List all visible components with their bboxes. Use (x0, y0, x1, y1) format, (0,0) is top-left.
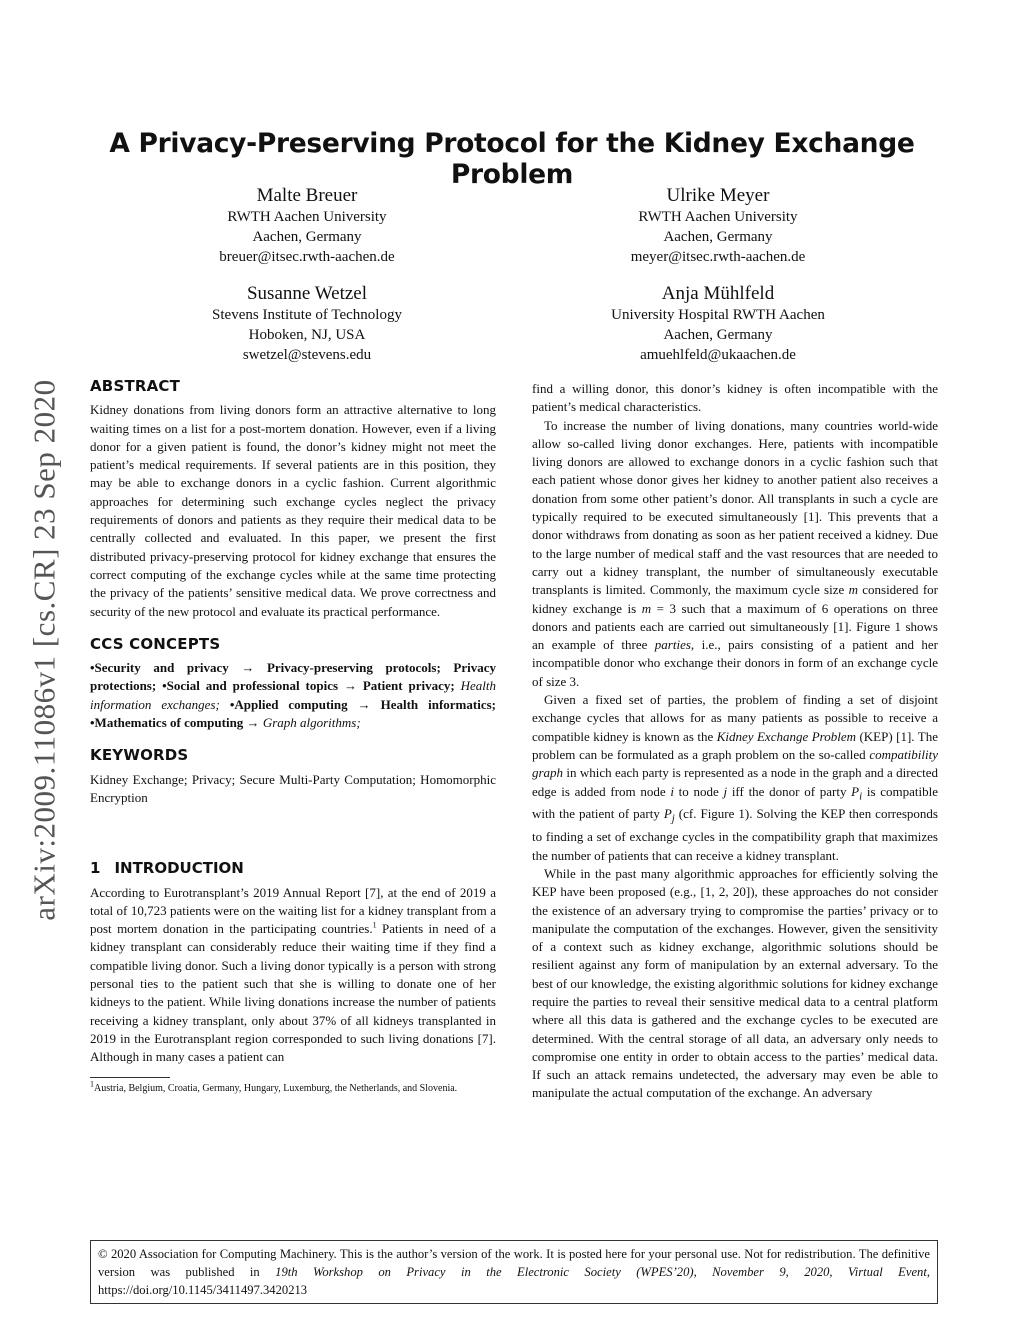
author-name: Malte Breuer (256, 185, 358, 206)
paper-title: A Privacy-Preserving Protocol for the Kidney Exchange Problem (109, 128, 915, 190)
author-location: Aachen, Germany (252, 229, 362, 245)
introduction-paragraph: According to Eurotransplant’s 2019 Annual Report [7], at the end of 2019 a total of 10,723 patients were on the waiting list for a kidney transplant from a post mortem donation in the participating countries.$^1$ Patients in need of a kidney transplant can considerably reduce their waiting time if they find a compatible living donor. Such a living donor typically is a person with strong personal ties to the patient such that she is willing to donate one of her kidneys to the patient. While living donations increase the number of patients receiving a kidney transplant, only about 37% of all kidneys transplanted in 2019 in the Eurotransplant region corresponded to such living donations [7]. Although in many cases a patient can (90, 884, 496, 1065)
section-number: 1 (90, 859, 101, 878)
author-block (553, 185, 883, 267)
section-title: INTRODUCTION (114, 859, 244, 878)
author-affiliation: RWTH Aachen University (638, 209, 798, 225)
abstract-text: Kidney donations from living donors form an attractive alternative to long waiting times on a list for a post-mortem donation. However, even if a living donor for a given patient is found, the donor’s kidney might not meet the patient’s medical requirements. If several patients are in this position, they may be able to exchange donors in a cyclic fashion. Current algorithmic approaches for determining such exchange cycles neglect the privacy requirements of donors and patients as they require their medical data to be centrally collected and evaluated. In this paper, we present the first distributed privacy-preserving protocol for kidney exchange that ensures the correct computing of the exchange cycles while at the same time protecting the privacy of the patients’ sensitive medical data. We prove correctness and security of the new protocol and evaluate its practical performance. (90, 402, 496, 619)
author-location: Aachen, Germany (663, 327, 773, 343)
author-email: breuer@itsec.rwth-aachen.de (219, 249, 395, 265)
author-name: Anja Mühlfeld (661, 283, 775, 304)
venue: 19th Workshop on Privacy in the Electronic Society (WPES’20), November 9, 2020, Virtual Event (275, 1265, 927, 1279)
abstract-heading: ABSTRACT (90, 377, 181, 395)
author-location: Hoboken, NJ, USA (248, 327, 366, 343)
keywords-text: Kidney Exchange; Privacy; Secure Multi-Party Computation; Homomorphic Encryption (90, 771, 496, 805)
doi-link[interactable]: , https://doi.org/10.1145/3411497.3420213 (98, 1265, 930, 1297)
author-affiliation: Stevens Institute of Technology (212, 307, 402, 323)
ccs-heading: CCS CONCEPTS (90, 634, 221, 653)
author-email: amuehlfeld@ukaachen.de (640, 347, 796, 363)
author-block (142, 283, 472, 365)
left-column (90, 377, 496, 1096)
author-email: meyer@itsec.rwth-aachen.de (630, 249, 806, 265)
author-name: Ulrike Meyer (666, 185, 770, 206)
footnote: $^1$Austria, Belgium, Croatia, Germany, Hungary, Luxemburg, the Netherlands, and Slovenia. (90, 1079, 458, 1094)
paragraph: While in the past many algorithmic approaches for efficiently solving the KEP have been proposed (e.g., [1, 2, 20]), these approaches do not consider the existence of an adversary trying to compromise the parties’ privacy or to manipulate the computation of the exchanges. However, given the sensitivity of a context such as kidney exchange, algorithmic solutions should be resilient against any form of manipulation by an external adversary. To the best of our knowledge, the existing algorithmic solutions for kidney exchange require the parties to reveal their sensitive medical data to a central platform where all this data is gathered and the exchange cycles to be executed are determined. With the central storage of all data, an adversary only needs to compromise one entity in order to obtain access to the parties’ medical data. If such an attack remains undetected, the adversary may even be able to manipulate the actual computation of the exchange. An adversary (532, 865, 938, 1101)
paragraph: Given a fixed set of parties, the problem of finding a set of disjoint exchange cycles that allows for as many patients as possible to receive a compatible kidney is known as the Kidney Exchange Problem (KEP) [1]. The problem can be formulated as a graph problem on the so-called compatibility graph in which each party is represented as a node in the graph and a directed edge is added from node i to node j iff the donor of party $P_i$ is compatible with the patient of party $P_j$ (cf. Figure 1). Solving the KEP then corresponds to finding a set of exchange cycles in the compatibility graph that maximizes the number of patients that can receive a kidney transplant. (532, 692, 938, 863)
author-email: swetzel@stevens.edu (242, 347, 372, 363)
right-column (532, 380, 938, 1103)
author-affiliation: RWTH Aachen University (227, 209, 387, 225)
ccs-concepts: •Security and privacy → Privacy-preserving protocols; Privacy protections; •Social and professional topics → Patient privacy; Health information exchanges; •Applied computing → Health informatics; •Mathematics of computing → Graph algorithms; (90, 660, 496, 731)
copyright-box: © 2020 Association for Computing Machinery. This is the author’s version of the work. It is posted here for your personal use. Not for redistribution. The definitive version was published in 19th Workshop on Privacy in the Electronic Society (WPES’20), November 9, 2020, Virtual Event, https://doi.org/10.1145/3411497.3420213 (90, 1240, 938, 1304)
introduction-heading (90, 859, 496, 877)
author-block (553, 283, 883, 365)
footnote-rule (90, 1077, 170, 1078)
author-name: Susanne Wetzel (246, 283, 367, 304)
arxiv-stamp (23, 355, 67, 945)
keywords-heading: KEYWORDS (90, 746, 189, 765)
author-location: Aachen, Germany (663, 229, 773, 245)
paragraph: find a willing donor, this donor’s kidney is often incompatible with the patient’s medical characteristics. (532, 381, 938, 415)
author-block (142, 185, 472, 267)
author-affiliation: University Hospital RWTH Aachen (611, 307, 825, 323)
arxiv-id: arXiv:2009.11086v1 [cs.CR] 23 Sep 2020 (27, 379, 62, 921)
paragraph: To increase the number of living donations, many countries world-wide allow so-called living donor exchanges. Here, patients with incompatible living donors are allowed to exchange donors in a cyclic fashion such that each patient whose donor gives her kidney to another patient also receives a donation from some other patient’s donor. All transplants in such a cycle are typically required to be executed simultaneously [1]. This prevents that a donor withdraws from donating as soon as her patient received a kidney. Due to the large number of medical staff and the vast resources that are needed to carry out a kidney transplant, the number of simultaneously executable transplants is limited. Commonly, the maximum cycle size m considered for kidney exchange is m = 3 such that a maximum of 6 operations on three donors and patients each are carried out simultaneously [1]. Figure 1 shows an example of three parties, i.e., pairs consisting of a patient and her incompatible donor who exchange their donors in form of an exchange cycle of size 3. (532, 417, 939, 689)
footnote-marker: 1 (372, 920, 377, 930)
